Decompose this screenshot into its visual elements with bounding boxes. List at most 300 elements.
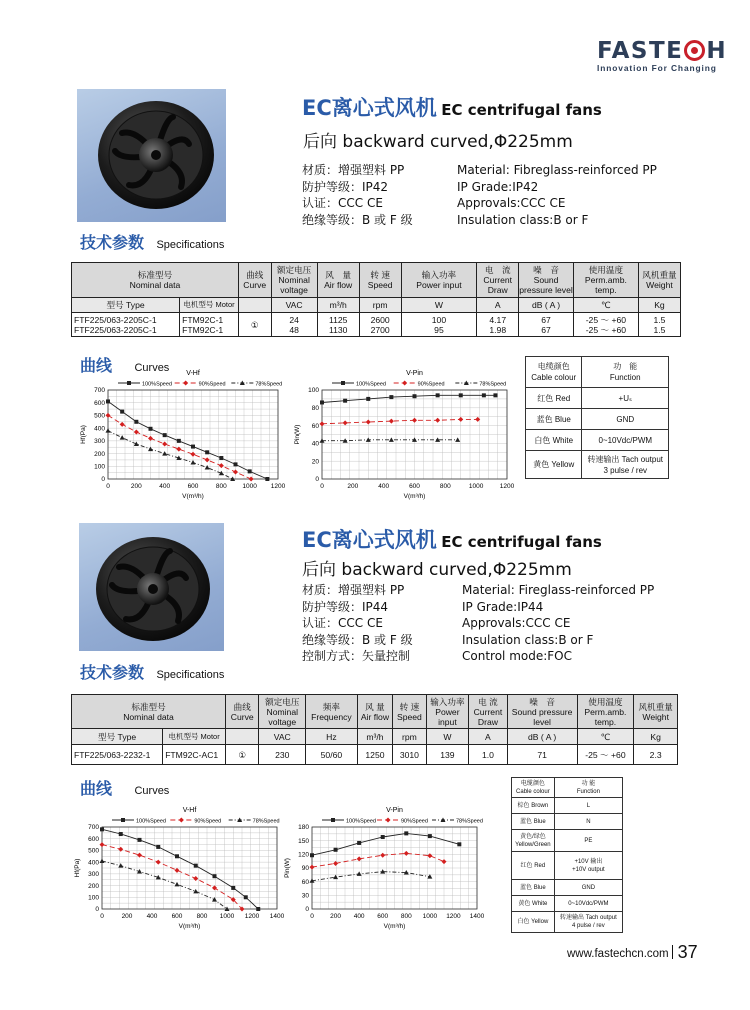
- data-point: [205, 450, 209, 454]
- type-label: 型号 Type: [72, 298, 180, 313]
- data-point: [343, 420, 348, 425]
- data-point: [366, 420, 371, 425]
- data-point: [175, 882, 180, 887]
- data-point: [156, 860, 161, 865]
- legend-item: [229, 818, 280, 825]
- y-tick-label: 300: [94, 438, 105, 446]
- table-header-row: [72, 263, 681, 298]
- wiring-row: [526, 451, 669, 479]
- spec-line: 认证：CCC CE: [302, 196, 383, 210]
- x-tick-label: 400: [146, 913, 158, 920]
- y-axis-label: Hf(Pa): [74, 858, 81, 878]
- y-tick-label: 40: [311, 440, 319, 448]
- x-tick-label: 800: [439, 483, 451, 490]
- series-line: [312, 872, 430, 881]
- data-point: [205, 457, 210, 462]
- motor-cell: FTM92C-1 FTM92C-1: [180, 313, 239, 337]
- unit-cell: VAC: [259, 729, 306, 745]
- series-line: [312, 833, 459, 855]
- title-cn: EC离心式风机: [302, 528, 437, 552]
- title-cn: EC离心式风机: [302, 96, 437, 120]
- legend-label: 90%Speed: [194, 818, 222, 825]
- motor-label: 电机型号 Motor: [163, 729, 226, 745]
- wiring-row: [526, 430, 669, 451]
- airflow-cell: 1250: [357, 745, 392, 765]
- legend-item: [394, 381, 445, 388]
- data-point: [427, 853, 432, 858]
- unit-cell: dB ( A ): [507, 729, 577, 745]
- unit-cell: m³/h: [357, 729, 392, 745]
- unit-cell: rpm: [393, 729, 426, 745]
- y-tick-label: 700: [88, 824, 99, 832]
- data-point: [205, 465, 210, 470]
- col-header: 电 流 Current Draw: [477, 263, 519, 298]
- x-tick-label: 200: [347, 483, 359, 490]
- cable-function: 转速输出 Tach output 3 pulse / rev: [582, 451, 669, 479]
- table-unit-row: [72, 298, 681, 313]
- spec-cn-list: [302, 582, 413, 665]
- chart-v-hf: [78, 368, 288, 503]
- spec-line: Material: Fireglass-reinforced PP: [462, 583, 655, 597]
- data-point: [120, 435, 125, 440]
- legend-item: [432, 818, 483, 825]
- data-point: [334, 848, 338, 852]
- weight-cell: 1.5 1.5: [638, 313, 680, 337]
- col-header: 风 量 Air flow: [317, 263, 359, 298]
- y-tick-label: 60: [311, 422, 319, 430]
- unit-cell: ℃: [573, 298, 638, 313]
- x-tick-label: 0: [320, 483, 324, 490]
- col-header: 曲线 Curve: [226, 695, 259, 729]
- legend-marker: [331, 818, 335, 822]
- legend-marker: [402, 381, 407, 386]
- data-point: [162, 442, 167, 447]
- legend-item: [112, 818, 166, 825]
- legend-item: [322, 818, 376, 825]
- col-header: 额定电压 Nominal voltage: [271, 263, 317, 298]
- spec-en-list: [462, 582, 654, 665]
- y-tick-label: 60: [301, 878, 309, 886]
- data-point: [219, 456, 223, 460]
- wiring-row: [512, 880, 623, 896]
- table-row: [72, 745, 678, 765]
- wiring-row: [512, 912, 623, 933]
- y-tick-label: 0: [95, 906, 99, 914]
- data-point: [148, 436, 153, 441]
- spec-line: Control mode:FOC: [462, 649, 572, 663]
- cable-colour: 黄色 White: [512, 896, 555, 912]
- data-point: [357, 841, 361, 845]
- product-title: [302, 92, 602, 122]
- x-tick-label: 800: [215, 483, 227, 490]
- temp-cell: -25 ～ +60: [577, 745, 634, 765]
- legend-label: 100%Speed: [136, 818, 166, 825]
- data-point: [212, 885, 217, 890]
- series-1: [320, 417, 481, 426]
- data-point: [442, 859, 447, 864]
- series-0: [100, 827, 260, 911]
- legend-marker: [386, 818, 391, 823]
- legend-label: 100%Speed: [346, 818, 376, 825]
- legend-label: 90%Speed: [198, 381, 226, 388]
- data-point: [233, 470, 238, 475]
- data-point: [118, 847, 123, 852]
- wiring-row: [512, 896, 623, 912]
- data-point: [118, 863, 123, 868]
- spec-line: 绝缘等级：B 或 F 级: [302, 212, 413, 227]
- data-point: [310, 853, 314, 857]
- y-tick-label: 600: [88, 835, 99, 843]
- data-point: [163, 433, 167, 437]
- cable-colour: 蓝色 Blue: [512, 814, 555, 830]
- data-point: [413, 394, 417, 398]
- legend-item: [170, 818, 221, 825]
- legend-label: 78%Speed: [252, 818, 280, 825]
- spec-line: Insulation class:B or F: [462, 632, 594, 647]
- y-tick-label: 0: [315, 476, 319, 484]
- y-tick-label: 500: [88, 847, 99, 855]
- cable-colour: 红色 Red: [512, 852, 555, 880]
- cable-colour-header: 电缆颜色 Cable colour: [526, 357, 582, 388]
- wiring-header: [526, 357, 669, 388]
- data-point: [381, 835, 385, 839]
- unit-cell: ℃: [577, 729, 634, 745]
- title-en: EC centrifugal fans: [441, 533, 602, 551]
- data-point: [162, 451, 167, 456]
- unit-cell: [238, 298, 271, 313]
- cable-colour: 白色 Yellow: [512, 912, 555, 933]
- spec-table: [71, 694, 678, 765]
- wiring-header: [512, 778, 623, 798]
- y-tick-label: 100: [94, 463, 105, 471]
- data-point: [357, 856, 362, 861]
- unit-cell: Kg: [634, 729, 678, 745]
- unit-cell: m³/h: [317, 298, 359, 313]
- wiring-row: [526, 388, 669, 409]
- x-tick-label: 1000: [242, 483, 257, 490]
- x-tick-label: 1200: [244, 913, 260, 920]
- x-tick-label: 1000: [422, 913, 438, 920]
- x-tick-label: 0: [100, 913, 104, 920]
- curves-heading: [80, 776, 169, 799]
- spec-line: 控制方式：矢量控制: [302, 649, 411, 663]
- y-tick-label: 300: [88, 871, 99, 879]
- y-tick-label: 400: [94, 425, 105, 433]
- legend-label: 78%Speed: [479, 381, 507, 388]
- cable-function: 0~10Vdc/PWM: [554, 896, 622, 912]
- y-tick-label: 500: [94, 412, 105, 420]
- temp-cell: -25 ～ +60 -25 ～ +60: [573, 313, 638, 337]
- function-header: 功 能 Function: [554, 778, 622, 798]
- data-point: [366, 397, 370, 401]
- col-header: 曲线 Curve: [238, 263, 271, 298]
- spec-line: Approvals:CCC CE: [462, 616, 571, 630]
- y-tick-label: 80: [311, 405, 319, 412]
- spec-line: 防护等级：IP42: [302, 179, 389, 194]
- current-cell: 4.17 1.98: [477, 313, 519, 337]
- data-point: [404, 831, 408, 835]
- nominal-header: 标准型号 Nominal data: [72, 695, 226, 729]
- x-tick-label: 800: [196, 913, 208, 920]
- cable-colour: 黄色 Yellow: [526, 451, 582, 479]
- data-point: [343, 399, 347, 403]
- spec-en-list: [457, 162, 657, 228]
- y-tick-label: 200: [88, 882, 99, 890]
- chart-grid: [322, 390, 507, 479]
- data-point: [191, 445, 195, 449]
- cable-colour: 棕色 Brown: [512, 798, 555, 814]
- cable-function: +10V 输出 +10V output: [554, 852, 622, 880]
- col-header: 额定电压 Nominal voltage: [259, 695, 306, 729]
- data-point: [265, 477, 269, 481]
- x-tick-label: 200: [330, 913, 342, 920]
- target-icon: [684, 40, 705, 61]
- curves-cn: 曲线: [80, 779, 113, 798]
- unit-cell: W: [426, 729, 469, 745]
- spec-line: Insulation class:B or F: [457, 212, 589, 227]
- col-header: 使用温度 Perm.amb. temp.: [577, 695, 634, 729]
- x-axis-label: V(m³/h): [383, 923, 406, 930]
- data-point: [120, 410, 124, 414]
- data-point: [137, 853, 142, 858]
- cable-colour: 黄色/绿色 Yellow/Green: [512, 830, 555, 852]
- data-point: [457, 842, 461, 846]
- wiring-table: [525, 356, 669, 479]
- col-header: 使用温度 Perm.amb. temp.: [573, 263, 638, 298]
- title-en: EC centrifugal fans: [441, 101, 602, 119]
- unit-cell: VAC: [271, 298, 317, 313]
- table-unit-row: [72, 729, 678, 745]
- series-0: [106, 399, 269, 481]
- y-tick-label: 150: [298, 837, 309, 845]
- col-header: 输入功率 Power input: [401, 263, 477, 298]
- cable-function: 0~10Vdc/PWM: [582, 430, 669, 451]
- legend-label: 90%Speed: [401, 818, 428, 825]
- x-axis-label: V(m³/h): [403, 493, 426, 500]
- col-header: 噪 音 Sound pressure level: [507, 695, 577, 729]
- motor-cell: FTM92C-AC1: [163, 745, 226, 765]
- series-line: [102, 829, 258, 909]
- legend-item: [118, 381, 172, 388]
- wiring-row: [526, 409, 669, 430]
- wiring-row: [512, 814, 623, 830]
- chart-v-hf: [72, 805, 287, 933]
- data-point: [177, 439, 181, 443]
- spec-line: IP Grade:IP42: [457, 179, 539, 194]
- y-tick-label: 90: [301, 865, 309, 873]
- current-cell: 1.0: [469, 745, 508, 765]
- x-tick-label: 1200: [446, 913, 461, 920]
- cable-colour: 蓝色 Blue: [526, 409, 582, 430]
- airflow-cell: 1125 1130: [317, 313, 359, 337]
- y-tick-label: 200: [94, 450, 105, 458]
- data-point: [194, 864, 198, 868]
- motor-label: 电机型号 Motor: [180, 298, 239, 313]
- chart-grid: [312, 827, 477, 909]
- spec-line: 绝缘等级：B 或 F 级: [302, 632, 413, 647]
- col-header: 风机重量 Weight: [638, 263, 680, 298]
- x-tick-label: 1400: [469, 913, 485, 920]
- y-tick-label: 100: [88, 894, 99, 902]
- product-subtitle: 后向 backward curved,Φ225mm: [302, 560, 572, 580]
- wiring-row: [512, 852, 623, 880]
- section-en: Specifications: [156, 669, 225, 681]
- spec-line: IP Grade:IP44: [462, 599, 544, 614]
- data-point: [213, 874, 217, 878]
- chart-v-pin: [282, 805, 487, 933]
- legend-label: 78%Speed: [456, 818, 483, 825]
- data-point: [475, 417, 480, 422]
- power-cell: 100 95: [401, 313, 477, 337]
- data-point: [436, 393, 440, 397]
- x-tick-label: 800: [400, 913, 412, 920]
- speed-cell: 3010: [393, 745, 426, 765]
- y-axis-label: Pin(W): [294, 424, 301, 445]
- chart-grid: [108, 390, 278, 479]
- section-en: Specifications: [156, 239, 225, 251]
- y-tick-label: 0: [101, 476, 105, 484]
- x-tick-label: 1000: [219, 913, 235, 920]
- data-point: [380, 853, 385, 858]
- x-axis-label: V(m³/h): [182, 493, 204, 500]
- legend-label: 100%Speed: [142, 381, 172, 388]
- section-cn: 技术参数: [80, 233, 145, 252]
- legend-marker: [121, 818, 125, 822]
- legend-label: 78%Speed: [255, 381, 283, 388]
- curves-en: Curves: [134, 362, 170, 374]
- data-point: [389, 419, 394, 424]
- data-point: [249, 477, 254, 482]
- data-point: [493, 393, 497, 397]
- col-header: 电 流 Current Draw: [469, 695, 508, 729]
- legend-item: [455, 381, 506, 388]
- chart-title: V-Hf: [182, 807, 197, 814]
- data-point: [100, 842, 105, 847]
- series-2: [310, 869, 433, 883]
- x-tick-label: 600: [171, 913, 183, 920]
- data-point: [156, 845, 160, 849]
- cable-colour: 红色 Red: [526, 388, 582, 409]
- data-point: [459, 393, 463, 397]
- data-point: [231, 886, 235, 890]
- curves-en: Curves: [134, 785, 170, 797]
- fan-photo: [79, 523, 224, 651]
- data-point: [357, 871, 362, 876]
- curve-cell: ①: [226, 745, 259, 765]
- y-tick-label: 180: [298, 824, 309, 832]
- website-url: www.fastechcn.com: [567, 948, 669, 960]
- x-axis-label: V(m³/h): [178, 923, 201, 930]
- x-tick-label: 400: [378, 483, 390, 490]
- legend-marker: [341, 381, 345, 385]
- legend-label: 100%Speed: [356, 381, 386, 388]
- function-header: 功 能 Function: [582, 357, 669, 388]
- data-point: [389, 437, 394, 442]
- x-tick-label: 1400: [269, 913, 285, 920]
- x-tick-label: 600: [409, 483, 420, 490]
- chart-title: V-Pin: [386, 807, 403, 814]
- y-tick-label: 30: [301, 892, 309, 900]
- x-tick-label: 600: [377, 913, 389, 920]
- data-point: [175, 868, 180, 873]
- voltage-cell: 230: [259, 745, 306, 765]
- nominal-header: 标准型号 Nominal data: [72, 263, 239, 298]
- legend-item: [175, 381, 226, 388]
- data-point: [175, 854, 179, 858]
- curves-cn: 曲线: [80, 356, 113, 375]
- cable-function: GND: [554, 880, 622, 896]
- type-label: 型号 Type: [72, 729, 163, 745]
- wiring-row: [512, 830, 623, 852]
- chart-v-pin: [292, 368, 517, 503]
- legend-label: 90%Speed: [417, 381, 445, 388]
- x-tick-label: 400: [353, 913, 365, 920]
- x-tick-label: 0: [310, 913, 314, 920]
- frequency-cell: 50/60: [306, 745, 358, 765]
- page-number: 37: [677, 942, 698, 962]
- data-point: [320, 400, 324, 404]
- data-point: [248, 469, 252, 473]
- y-axis-label: Pin(W): [284, 858, 291, 878]
- data-point: [219, 463, 224, 468]
- type-cell: FTF225/063-2205C-1 FTF225/063-2205C-1: [72, 313, 180, 337]
- data-point: [244, 895, 248, 899]
- y-tick-label: 20: [311, 458, 319, 466]
- x-tick-label: 1200: [499, 483, 515, 490]
- unit-cell: [226, 729, 259, 745]
- data-point: [435, 418, 440, 423]
- unit-cell: Hz: [306, 729, 358, 745]
- section-heading: [80, 230, 224, 253]
- x-tick-label: 0: [106, 483, 110, 490]
- data-point: [100, 858, 105, 863]
- col-header: 风 量 Air flow: [357, 695, 392, 729]
- y-axis-label: Hf(Pa): [80, 425, 87, 444]
- col-header: 风机重量 Weight: [634, 695, 678, 729]
- data-point: [191, 460, 196, 465]
- legend-marker: [183, 381, 188, 386]
- y-tick-label: 600: [94, 399, 105, 407]
- brand-tagline: Innovation For Changing: [597, 63, 717, 73]
- data-point: [106, 413, 111, 418]
- curve-cell: ①: [238, 313, 271, 337]
- cable-function: PE: [554, 830, 622, 852]
- cable-colour: 蓝色 Blue: [512, 880, 555, 896]
- legend-item: [231, 381, 282, 388]
- spec-line: 认证：CCC CE: [302, 616, 383, 630]
- cable-function: +Uₛ: [582, 388, 669, 409]
- col-header: 频率 Frequency: [306, 695, 358, 729]
- noise-cell: 71: [507, 745, 577, 765]
- unit-cell: Kg: [638, 298, 680, 313]
- section-heading: [80, 660, 224, 683]
- y-tick-label: 100: [308, 387, 319, 395]
- data-point: [106, 399, 110, 403]
- wiring-table: [511, 777, 623, 933]
- data-point: [149, 427, 153, 431]
- col-header: 转 速 Speed: [393, 695, 426, 729]
- legend-item: [332, 381, 386, 388]
- data-point: [234, 462, 238, 466]
- data-point: [412, 418, 417, 423]
- y-tick-label: 400: [88, 859, 99, 867]
- cable-colour-header: 电缆颜色 Cable colour: [512, 778, 555, 798]
- noise-cell: 67 67: [519, 313, 574, 337]
- product-subtitle: 后向 backward curved,Φ225mm: [303, 132, 573, 152]
- voltage-cell: 24 48: [271, 313, 317, 337]
- legend-marker: [179, 818, 184, 823]
- spec-cn-list: [302, 162, 413, 228]
